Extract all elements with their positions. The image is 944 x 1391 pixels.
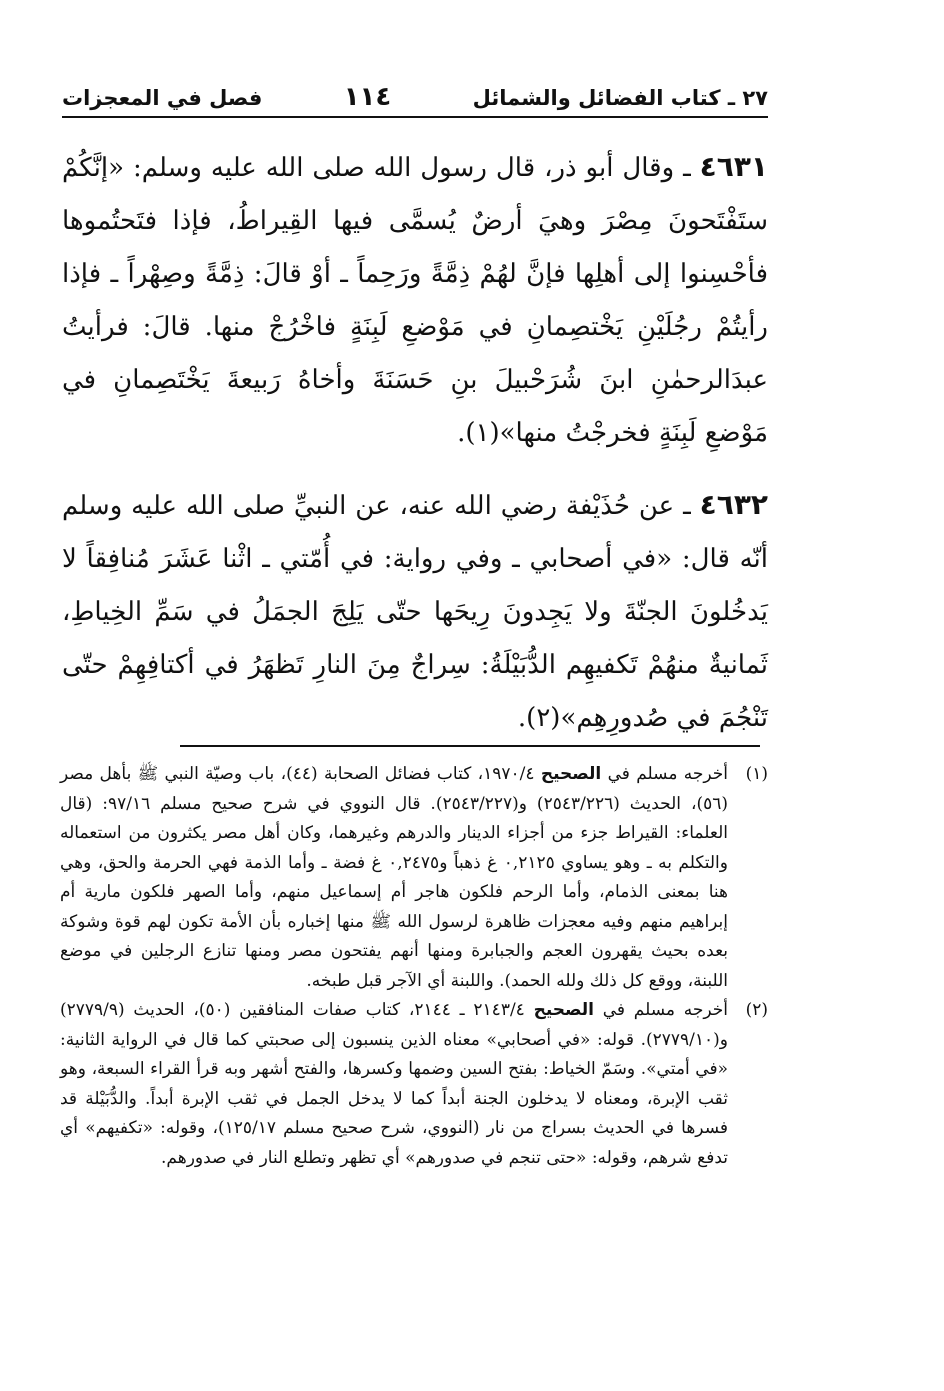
footnote-1 (60, 760, 768, 996)
hadith-number: ٤٦٣٢ (699, 488, 768, 521)
hadith-text: ـ وقال أبو ذر، قال رسول الله صلى الله عليه وسلم: «إنَّكُمْ ستَفْتَحونَ مِصْرَ وهيَ أرضٌ يُسمَّى فيها القِيراطُ، فإذا فتَحتُموها فأحْسِنوا إلى أهلِها فإنَّ لهُمْ ذِمَّةً ورَحِماً ـ أوْ قالَ: ذِمَّةً وصِهْراً ـ فإذا رأيتُمْ رجُلَيْنِ يَخْتصِمانِ في مَوْضعِ لَبِنَةٍ فاخْرُجْ منها. قالَ: فرأيتُ عبدَالرحمٰنِ ابنَ شُرَحْبيلَ بنِ حَسَنَةَ وأخاهُ رَبيعةَ يَخْتَصِمانِ في مَوْضعِ لَبِنَةٍ فخرجْتُ منها»(١). (62, 153, 768, 448)
running-header (62, 76, 768, 118)
chapter-title: ٢٧ ـ كتاب الفضائل والشمائل (472, 86, 768, 110)
footnote-source: الصحيح (540, 764, 602, 784)
footnote-source: الصحيح (533, 1000, 594, 1020)
footnote-number: (٢) (745, 1000, 768, 1020)
footnote-text: ٢١٤٣/٤ ـ ٢١٤٤، كتاب صفات المنافقين (٥٠)، الحديث (٢٧٧٩/٩) و(٢٧٧٩/١٠). قوله: «في أصحابي» معناه الذين ينسبون إلى صحبتي كما قال في الرواية الثانية: «في أمتي». وسَمّ الخياط: بفتح السين وضمها وكسرها، والفتح أشهر وبه قرأ القراء السبعة، وهو ثقب الإبرة، ومعناه لا يدخلون الجنة أبداً كما لا يدخل الجمل في ثقب الإبرة أبداً. والدُّبَيْلة قد فسرها في الحديث بسراج من نار (النووي، شرح صحيح مسلم ١٢٥/١٧)، وقوله: «تكفيهم» أي تدفع شرهم، وقوله: «حتى تنجم في صدورهم» أي تظهر وتطلع النار في صدورهم. (60, 1000, 728, 1168)
hadith-4632 (62, 478, 768, 745)
main-text (62, 140, 768, 763)
footnote-lead: أخرجه مسلم في (601, 764, 728, 784)
hadith-text: ـ عن حُذَيْفة رضي الله عنه، عن النبيِّ صلى الله عليه وسلم أنّه قال: «في أصحابي ـ وفي رواية: في أُمّتي ـ اثْنا عَشَرَ مُنافِقاً لا يَدخُلونَ الجنّةَ ولا يَجِدونَ رِيحَها حتّى يَلِجَ الجمَلُ في سَمِّ الخِياطِ، ثَمانيةٌ منهُمْ تَكفيهِم الدُّبَيْلَةُ: سِراجٌ مِنَ النارِ تَظهَرُ في أكتافِهِمْ حتّى تَنْجُمَ في صُدورِهِم»(٢). (62, 491, 768, 733)
footnote-divider (180, 745, 760, 747)
footnotes (60, 760, 768, 1173)
hadith-number: ٤٦٣١ (699, 150, 768, 183)
page-number: ١١٤ (343, 82, 392, 112)
footnote-number: (١) (745, 764, 768, 784)
footnote-text: ١٩٧٠/٤، كتاب فضائل الصحابة (٤٤)، باب وصيّة النبي ﷺ بأهل مصر (٥٦)، الحديث (٢٥٤٣/٢٢٦) و(٢٥٤٣/٢٢٧). قال النووي في شرح صحيح مسلم ٩٧/١٦: (قال العلماء: القيراط جزء من أجزاء الدينار والدرهم وغيرهما، وكان أهل مصر يكثرون من استعماله والتكلم به ـ وهو يساوي ٠,٢١٢٥ غ ذهباً و٠,٢٤٧٥ غ فضة ـ وأما الذمة فهي الحرمة والحق، وهي هنا بمعنى الذمام، وأما الرحم فلكون هاجر أم إسماعيل منهم، وأما الصهر فلكون مارية أم إبراهيم منهم وفيه معجزات ظاهرة لرسول الله ﷺ منها إخباره بأن الأمة تكون لهم قوة وشوكة بعده بحيث يقهرون العجم والجبابرة ومنها أنهم يفتحون مصر ومنها تنازع الرجلين في موضع اللبنة، ووقع كل ذلك ولله الحمد). واللبنة أي الآجر قبل طبخه. (60, 764, 728, 991)
footnote-2 (60, 996, 768, 1173)
footnote-lead: أخرجه مسلم في (593, 1000, 728, 1020)
section-title: فصل في المعجزات (62, 86, 263, 110)
hadith-4631 (62, 140, 768, 460)
